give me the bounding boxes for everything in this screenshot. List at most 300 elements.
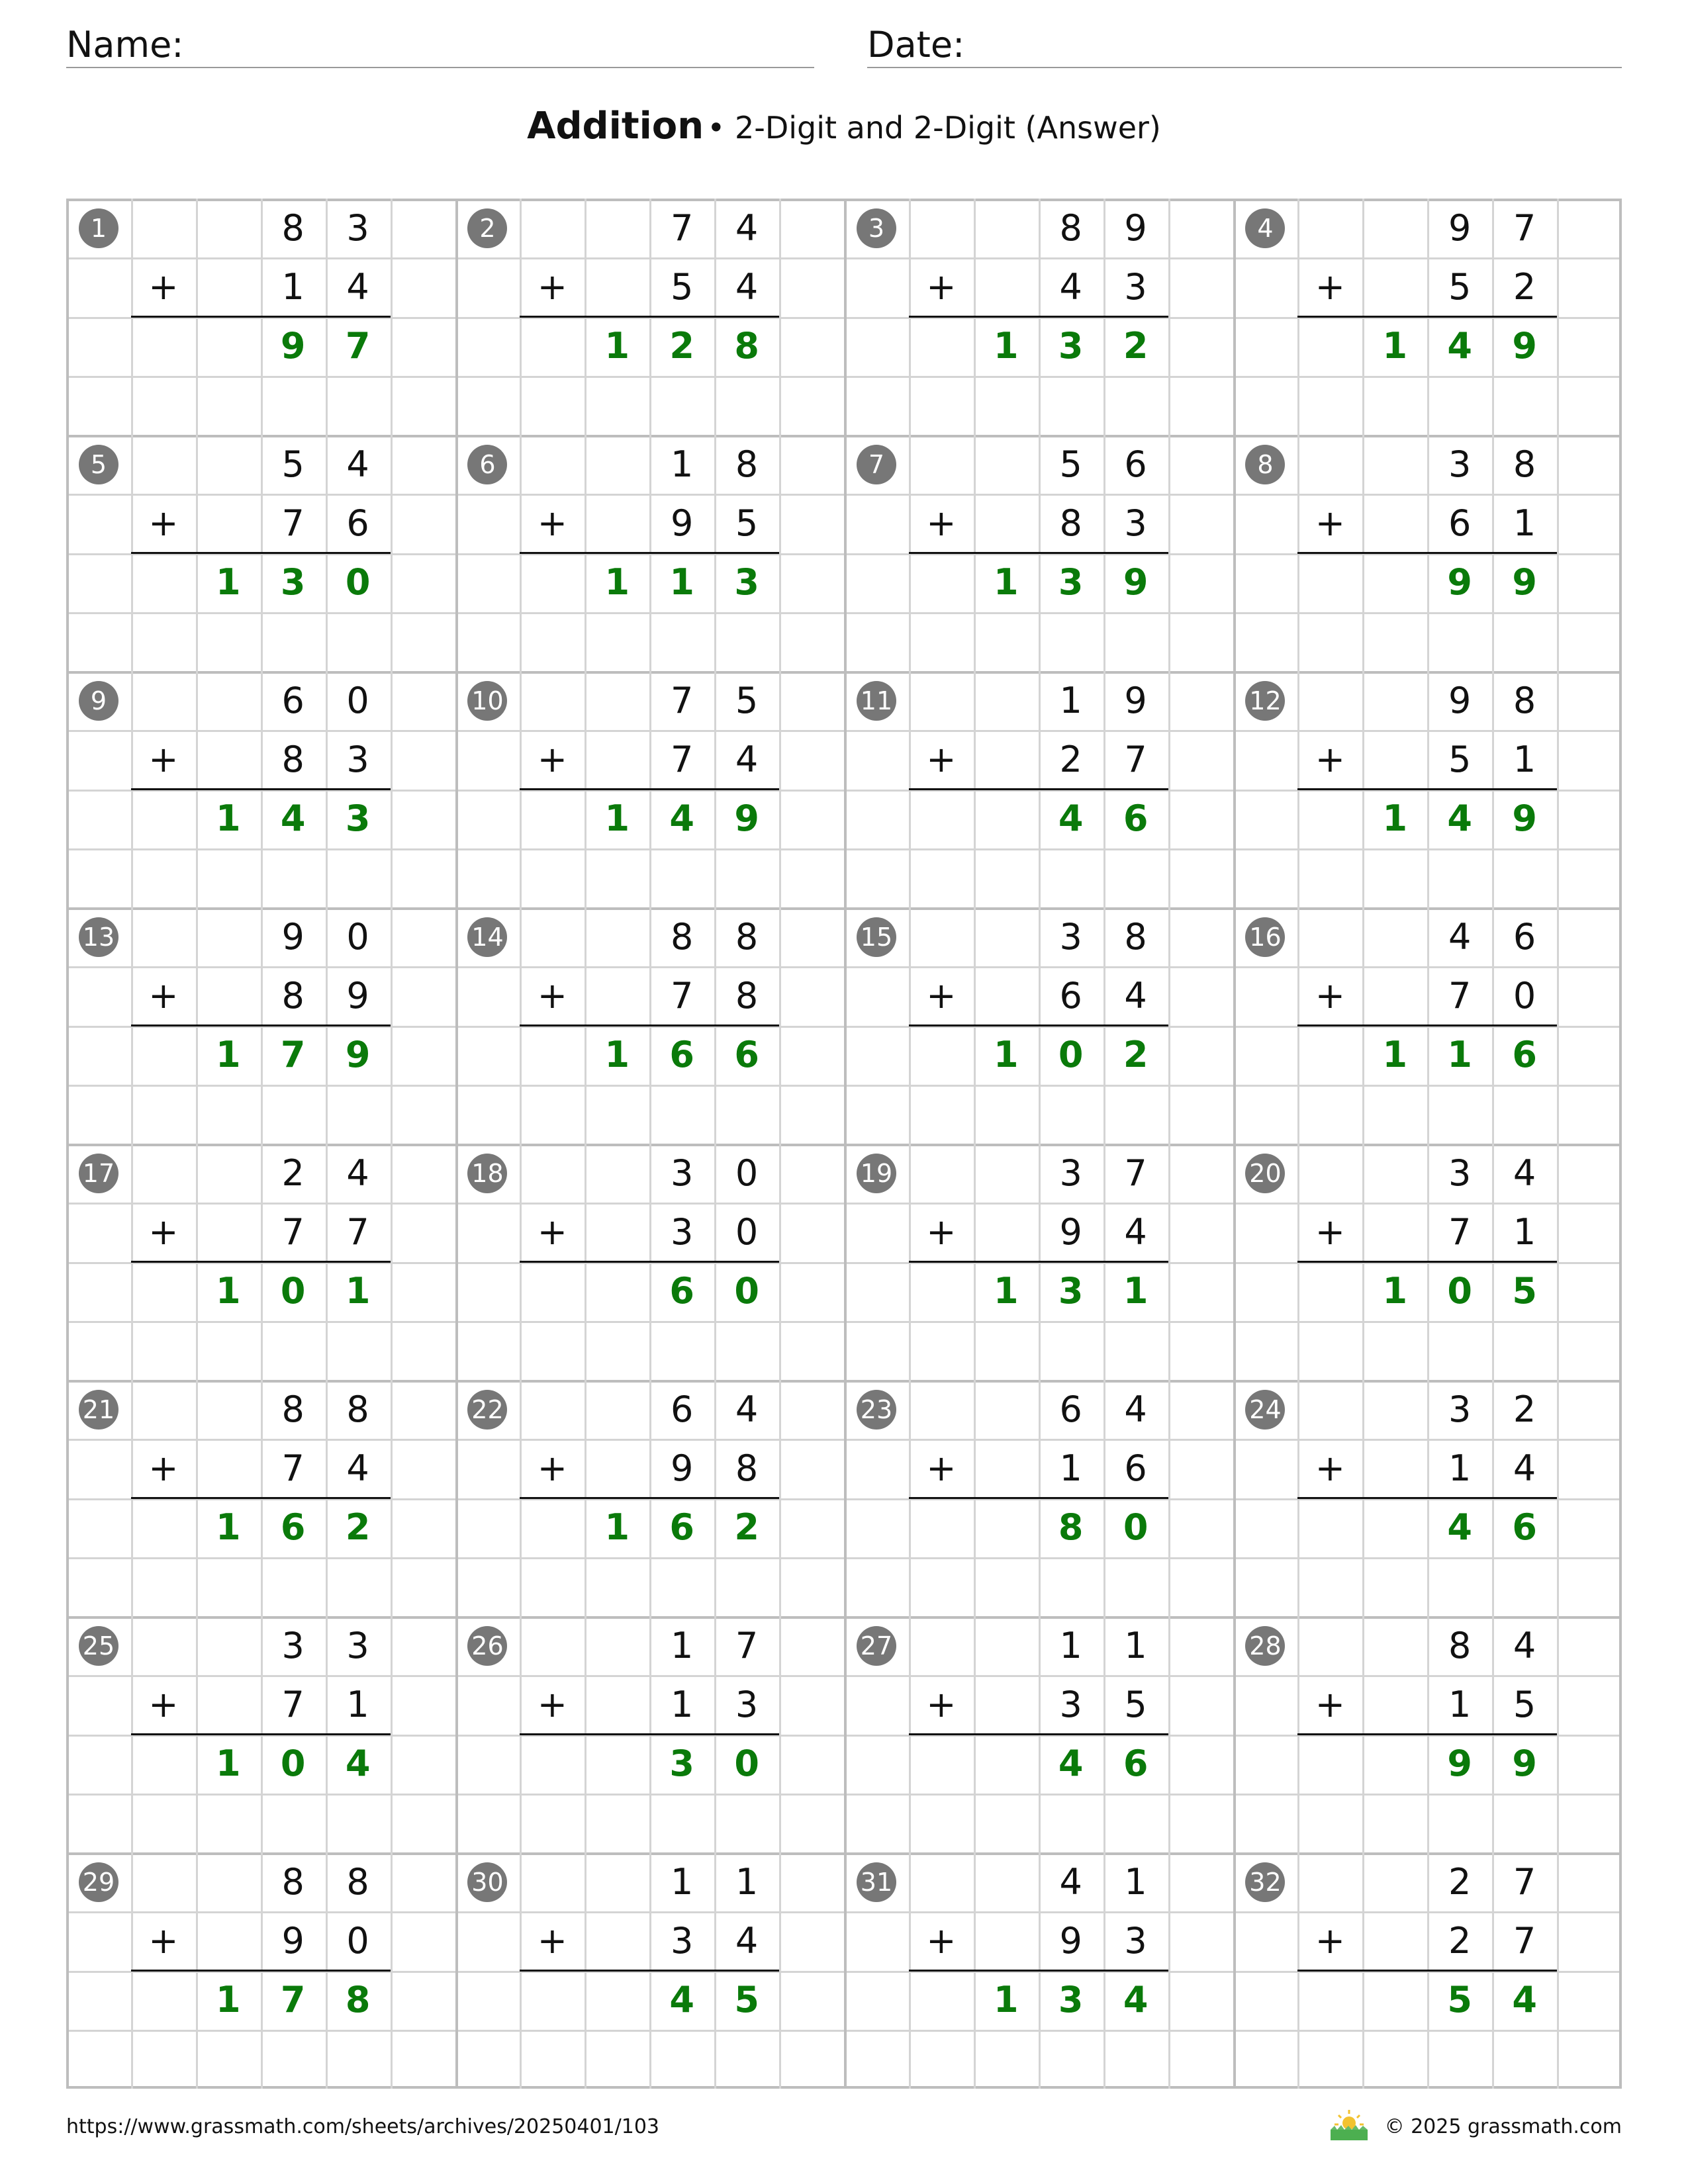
answer-digit: 9 <box>1512 561 1537 604</box>
grid-col-line <box>1619 199 1622 2089</box>
addend-top-digit: 1 <box>735 1860 759 1903</box>
grid-col-line <box>196 199 198 2089</box>
addend-bottom-digit: 9 <box>346 974 369 1017</box>
worksheet-grid <box>66 199 1622 2089</box>
answer-digit: 1 <box>1382 325 1408 367</box>
problem-number-badge: 25 <box>79 1626 118 1666</box>
addend-bottom-digit: 4 <box>1124 1210 1147 1253</box>
addend-top-digit: 1 <box>1124 1624 1147 1666</box>
problem-number-badge: 22 <box>467 1390 507 1430</box>
plus-sign: + <box>926 1447 957 1489</box>
answer-digit: 1 <box>604 1034 630 1076</box>
addend-bottom-digit: 4 <box>1059 265 1082 308</box>
problem-number-badge: 3 <box>857 208 896 248</box>
addend-bottom-digit: 9 <box>1059 1919 1082 1962</box>
answer-digit: 1 <box>215 1270 241 1312</box>
addend-bottom-digit: 4 <box>1124 974 1147 1017</box>
plus-sign: + <box>1315 1683 1345 1725</box>
plus-sign: + <box>926 265 957 308</box>
addend-bottom-digit: 4 <box>346 265 369 308</box>
addend-top-digit: 9 <box>1448 206 1472 249</box>
addend-top-digit: 0 <box>346 679 369 721</box>
addend-top-digit: 6 <box>281 679 305 721</box>
answer-digit: 4 <box>280 797 306 840</box>
addend-top-digit: 2 <box>1513 1388 1536 1430</box>
grid-col-line <box>974 199 976 2089</box>
addend-bottom-digit: 6 <box>1059 974 1082 1017</box>
answer-digit: 4 <box>669 1979 694 2021</box>
addend-bottom-digit: 3 <box>1124 265 1147 308</box>
answer-digit: 9 <box>1447 561 1472 604</box>
answer-digit: 9 <box>345 1034 371 1076</box>
addend-top-digit: 7 <box>1124 1152 1147 1194</box>
addend-top-digit: 4 <box>1513 1152 1536 1194</box>
answer-digit: 3 <box>345 797 371 840</box>
addend-bottom-digit: 4 <box>735 1919 759 1962</box>
addend-top-digit: 1 <box>1124 1860 1147 1903</box>
plus-sign: + <box>1315 1210 1345 1253</box>
addend-top-digit: 2 <box>281 1152 305 1194</box>
answer-digit: 9 <box>280 325 306 367</box>
addend-top-digit: 8 <box>1513 443 1536 485</box>
addend-bottom-digit: 7 <box>1124 738 1147 780</box>
problem-number-badge: 17 <box>79 1154 118 1193</box>
answer-digit: 0 <box>734 1270 759 1312</box>
answer-digit: 1 <box>1123 1270 1149 1312</box>
addend-top-digit: 8 <box>346 1388 369 1430</box>
problem-number-badge: 23 <box>857 1390 896 1430</box>
plus-sign: + <box>537 738 567 780</box>
problem-number-badge: 30 <box>467 1862 507 1902</box>
addend-top-digit: 7 <box>1513 206 1536 249</box>
problem-number-badge: 15 <box>857 917 896 957</box>
answer-digit: 4 <box>1447 325 1472 367</box>
answer-digit: 2 <box>1123 1034 1149 1076</box>
addend-bottom-digit: 4 <box>735 265 759 308</box>
problem-number-badge: 7 <box>857 445 896 484</box>
addend-bottom-digit: 9 <box>1059 1210 1082 1253</box>
answer-digit: 4 <box>345 1743 371 1785</box>
answer-digit: 6 <box>669 1034 694 1076</box>
answer-digit: 1 <box>215 1743 241 1785</box>
problem-number-badge: 10 <box>467 681 507 721</box>
problem-number-badge: 16 <box>1245 917 1285 957</box>
plus-sign: + <box>537 1683 567 1725</box>
addend-bottom-digit: 7 <box>281 1447 305 1489</box>
addend-bottom-digit: 7 <box>281 502 305 544</box>
addend-bottom-digit: 9 <box>671 1447 694 1489</box>
plus-sign: + <box>1315 1447 1345 1489</box>
addend-top-digit: 2 <box>1448 1860 1472 1903</box>
answer-digit: 9 <box>1447 1743 1472 1785</box>
grid-col-line <box>520 199 522 2089</box>
answer-digit: 4 <box>1123 1979 1149 2021</box>
addend-bottom-digit: 0 <box>1513 974 1536 1017</box>
plus-sign: + <box>537 1447 567 1489</box>
addend-bottom-digit: 3 <box>1124 502 1147 544</box>
plus-sign: + <box>537 974 567 1017</box>
plus-sign: + <box>1315 1919 1345 1962</box>
plus-sign: + <box>1315 265 1345 308</box>
addend-top-digit: 4 <box>735 206 759 249</box>
date-label: Date: <box>867 24 965 66</box>
addend-top-digit: 6 <box>1124 443 1147 485</box>
problem-number-badge: 19 <box>857 1154 896 1193</box>
addend-bottom-digit: 1 <box>1448 1683 1472 1725</box>
addend-top-digit: 3 <box>1059 1152 1082 1194</box>
addend-bottom-digit: 4 <box>1513 1447 1536 1489</box>
answer-digit: 6 <box>734 1034 759 1076</box>
problem-number-badge: 2 <box>467 208 507 248</box>
answer-digit: 1 <box>604 797 630 840</box>
grid-col-line <box>1557 199 1559 2089</box>
answer-digit: 3 <box>1058 325 1084 367</box>
addend-top-digit: 8 <box>1448 1624 1472 1666</box>
answer-digit: 0 <box>280 1270 306 1312</box>
addend-top-digit: 8 <box>281 1388 305 1430</box>
addend-top-digit: 8 <box>1124 915 1147 958</box>
addend-top-digit: 1 <box>671 1624 694 1666</box>
grid-col-line <box>844 199 847 2089</box>
problem-number-badge: 24 <box>1245 1390 1285 1430</box>
name-label: Name: <box>66 24 184 66</box>
answer-digit: 8 <box>734 325 759 367</box>
addend-top-digit: 8 <box>1513 679 1536 721</box>
answer-digit: 7 <box>280 1034 306 1076</box>
answer-digit: 1 <box>993 325 1019 367</box>
plus-sign: + <box>926 738 957 780</box>
answer-digit: 7 <box>280 1979 306 2021</box>
plus-sign: + <box>1315 738 1345 780</box>
addend-top-digit: 8 <box>346 1860 369 1903</box>
grid-col-line <box>909 199 911 2089</box>
grid-col-line <box>779 199 781 2089</box>
answer-digit: 1 <box>215 561 241 604</box>
grid-col-line <box>1362 199 1364 2089</box>
answer-digit: 1 <box>1382 1034 1408 1076</box>
answer-digit: 9 <box>1512 797 1537 840</box>
plus-sign: + <box>537 1919 567 1962</box>
plus-sign: + <box>926 502 957 544</box>
addend-bottom-digit: 7 <box>1448 974 1472 1017</box>
addend-top-digit: 3 <box>1448 443 1472 485</box>
grid-col-line <box>1168 199 1170 2089</box>
addend-top-digit: 7 <box>671 206 694 249</box>
addend-top-digit: 3 <box>671 1152 694 1194</box>
addend-bottom-digit: 7 <box>1513 1919 1536 1962</box>
addend-bottom-digit: 6 <box>1124 1447 1147 1489</box>
answer-digit: 5 <box>1512 1270 1537 1312</box>
plus-sign: + <box>148 1447 179 1489</box>
addend-bottom-digit: 7 <box>281 1210 305 1253</box>
addend-top-digit: 8 <box>735 915 759 958</box>
plus-sign: + <box>148 1210 179 1253</box>
answer-digit: 1 <box>993 1270 1019 1312</box>
addend-top-digit: 3 <box>1448 1388 1472 1430</box>
addend-bottom-digit: 5 <box>735 502 759 544</box>
answer-digit: 6 <box>1123 797 1149 840</box>
addend-top-digit: 8 <box>281 206 305 249</box>
addend-bottom-digit: 5 <box>1124 1683 1147 1725</box>
problem-number-badge: 8 <box>1245 445 1285 484</box>
answer-digit: 6 <box>669 1270 694 1312</box>
addend-top-digit: 1 <box>1059 679 1082 721</box>
answer-digit: 0 <box>1447 1270 1472 1312</box>
addend-bottom-digit: 0 <box>346 1919 369 1962</box>
addend-top-digit: 6 <box>1059 1388 1082 1430</box>
addend-top-digit: 8 <box>735 443 759 485</box>
addend-bottom-digit: 2 <box>1059 738 1082 780</box>
addend-bottom-digit: 1 <box>1513 502 1536 544</box>
problem-number-badge: 26 <box>467 1626 507 1666</box>
grid-col-line <box>455 199 458 2089</box>
addend-top-digit: 5 <box>735 679 759 721</box>
answer-digit: 0 <box>1058 1034 1084 1076</box>
grid-col-line <box>1297 199 1299 2089</box>
answer-digit: 1 <box>215 1979 241 2021</box>
addend-bottom-digit: 8 <box>281 974 305 1017</box>
addend-top-digit: 3 <box>1448 1152 1472 1194</box>
answer-digit: 1 <box>1382 797 1408 840</box>
plus-sign: + <box>926 1210 957 1253</box>
grid-col-line <box>1233 199 1236 2089</box>
problem-number-badge: 5 <box>79 445 118 484</box>
plus-sign: + <box>926 1919 957 1962</box>
addend-top-digit: 1 <box>671 1860 694 1903</box>
addend-top-digit: 9 <box>281 915 305 958</box>
plus-sign: + <box>926 1683 957 1725</box>
plus-sign: + <box>926 974 957 1017</box>
date-line[interactable] <box>867 67 1622 68</box>
answer-digit: 4 <box>1447 1506 1472 1549</box>
answer-digit: 4 <box>1058 797 1084 840</box>
grid-col-line <box>131 199 133 2089</box>
answer-digit: 2 <box>734 1506 759 1549</box>
addend-bottom-digit: 9 <box>671 502 694 544</box>
title-main: Addition <box>527 105 704 148</box>
answer-digit: 0 <box>345 561 371 604</box>
answer-digit: 1 <box>993 1979 1019 2021</box>
addend-bottom-digit: 6 <box>346 502 369 544</box>
answer-digit: 1 <box>669 561 694 604</box>
addend-top-digit: 9 <box>1124 206 1147 249</box>
addend-bottom-digit: 7 <box>346 1210 369 1253</box>
answer-digit: 5 <box>1447 1979 1472 2021</box>
answer-digit: 9 <box>1123 561 1149 604</box>
plus-sign: + <box>537 265 567 308</box>
answer-digit: 1 <box>1382 1270 1408 1312</box>
name-line[interactable] <box>66 67 814 68</box>
answer-digit: 3 <box>669 1743 694 1785</box>
answer-digit: 1 <box>604 1506 630 1549</box>
addend-top-digit: 9 <box>1124 679 1147 721</box>
problem-number-badge: 11 <box>857 681 896 721</box>
problem-number-badge: 1 <box>79 208 118 248</box>
answer-digit: 4 <box>669 797 694 840</box>
answer-digit: 6 <box>280 1506 306 1549</box>
addend-top-digit: 7 <box>735 1624 759 1666</box>
answer-digit: 1 <box>993 1034 1019 1076</box>
answer-digit: 4 <box>1058 1743 1084 1785</box>
addend-top-digit: 4 <box>346 1152 369 1194</box>
answer-digit: 3 <box>734 561 759 604</box>
addend-bottom-digit: 3 <box>1124 1919 1147 1962</box>
problem-number-badge: 31 <box>857 1862 896 1902</box>
addend-bottom-digit: 7 <box>671 974 694 1017</box>
plus-sign: + <box>148 265 179 308</box>
answer-digit: 8 <box>1058 1506 1084 1549</box>
problem-number-badge: 12 <box>1245 681 1285 721</box>
answer-digit: 3 <box>1058 561 1084 604</box>
addend-bottom-digit: 4 <box>346 1447 369 1489</box>
footer-url: https://www.grassmath.com/sheets/archives/20250401/103 <box>66 2115 660 2138</box>
addend-top-digit: 4 <box>735 1388 759 1430</box>
addend-top-digit: 6 <box>671 1388 694 1430</box>
answer-digit: 6 <box>1512 1034 1537 1076</box>
addend-bottom-digit: 5 <box>1448 738 1472 780</box>
addend-bottom-digit: 1 <box>346 1683 369 1725</box>
addend-top-digit: 5 <box>281 443 305 485</box>
addend-bottom-digit: 7 <box>671 738 694 780</box>
answer-digit: 6 <box>1123 1743 1149 1785</box>
addend-top-digit: 3 <box>281 1624 305 1666</box>
answer-digit: 7 <box>345 325 371 367</box>
plus-sign: + <box>537 502 567 544</box>
answer-digit: 1 <box>215 797 241 840</box>
addend-top-digit: 0 <box>735 1152 759 1194</box>
answer-digit: 4 <box>1447 797 1472 840</box>
grid-col-line <box>585 199 586 2089</box>
addend-bottom-digit: 9 <box>281 1919 305 1962</box>
addend-bottom-digit: 7 <box>1448 1210 1472 1253</box>
answer-digit: 9 <box>1512 1743 1537 1785</box>
problem-number-badge: 18 <box>467 1154 507 1193</box>
answer-digit: 2 <box>345 1506 371 1549</box>
answer-digit: 1 <box>215 1034 241 1076</box>
plus-sign: + <box>1315 502 1345 544</box>
answer-digit: 3 <box>1058 1979 1084 2021</box>
problem-number-badge: 29 <box>79 1862 118 1902</box>
title-subtitle: • 2-Digit and 2-Digit (Answer) <box>707 110 1161 146</box>
addend-top-digit: 4 <box>346 443 369 485</box>
addend-bottom-digit: 1 <box>1513 738 1536 780</box>
problem-number-badge: 32 <box>1245 1862 1285 1902</box>
answer-digit: 1 <box>215 1506 241 1549</box>
addend-bottom-digit: 8 <box>735 974 759 1017</box>
answer-digit: 0 <box>734 1743 759 1785</box>
addend-top-digit: 3 <box>346 1624 369 1666</box>
addend-bottom-digit: 5 <box>1448 265 1472 308</box>
answer-digit: 1 <box>604 325 630 367</box>
problem-number-badge: 28 <box>1245 1626 1285 1666</box>
addend-bottom-digit: 2 <box>1448 1919 1472 1962</box>
addend-bottom-digit: 1 <box>281 265 305 308</box>
problem-number-badge: 27 <box>857 1626 896 1666</box>
plus-sign: + <box>537 1210 567 1253</box>
addend-bottom-digit: 3 <box>671 1210 694 1253</box>
page-title <box>0 105 1688 148</box>
addend-bottom-digit: 8 <box>1059 502 1082 544</box>
plus-sign: + <box>1315 974 1345 1017</box>
answer-digit: 2 <box>1123 325 1149 367</box>
problem-number-badge: 9 <box>79 681 118 721</box>
answer-digit: 0 <box>1123 1506 1149 1549</box>
addend-bottom-digit: 3 <box>735 1683 759 1725</box>
footer-copyright: © 2025 grassmath.com <box>1384 2115 1622 2138</box>
addend-top-digit: 8 <box>281 1860 305 1903</box>
addend-bottom-digit: 3 <box>1059 1683 1082 1725</box>
addend-bottom-digit: 6 <box>1448 502 1472 544</box>
answer-digit: 3 <box>280 561 306 604</box>
addend-bottom-digit: 7 <box>281 1683 305 1725</box>
plus-sign: + <box>148 974 179 1017</box>
grid-col-line <box>66 199 69 2089</box>
grid-col-line <box>391 199 393 2089</box>
addend-bottom-digit: 5 <box>1513 1683 1536 1725</box>
addend-top-digit: 7 <box>671 679 694 721</box>
plus-sign: + <box>148 1683 179 1725</box>
answer-digit: 9 <box>1512 325 1537 367</box>
addend-top-digit: 8 <box>671 915 694 958</box>
addend-bottom-digit: 1 <box>1513 1210 1536 1253</box>
answer-digit: 2 <box>669 325 694 367</box>
addend-top-digit: 4 <box>1059 1860 1082 1903</box>
problem-number-badge: 21 <box>79 1390 118 1430</box>
answer-digit: 8 <box>345 1979 371 2021</box>
addend-top-digit: 8 <box>1059 206 1082 249</box>
addend-top-digit: 4 <box>1513 1624 1536 1666</box>
addend-top-digit: 4 <box>1124 1388 1147 1430</box>
addend-bottom-digit: 4 <box>735 738 759 780</box>
addend-top-digit: 9 <box>1448 679 1472 721</box>
addend-top-digit: 6 <box>1513 915 1536 958</box>
addend-bottom-digit: 2 <box>1513 265 1536 308</box>
problem-number-badge: 6 <box>467 445 507 484</box>
plus-sign: + <box>148 738 179 780</box>
addend-top-digit: 3 <box>1059 915 1082 958</box>
problem-number-badge: 14 <box>467 917 507 957</box>
addend-top-digit: 1 <box>1059 1624 1082 1666</box>
answer-digit: 1 <box>345 1270 371 1312</box>
addend-bottom-digit: 1 <box>1059 1447 1082 1489</box>
answer-digit: 3 <box>1058 1270 1084 1312</box>
problem-number-badge: 4 <box>1245 208 1285 248</box>
addend-top-digit: 3 <box>346 206 369 249</box>
addend-bottom-digit: 0 <box>735 1210 759 1253</box>
addend-bottom-digit: 3 <box>671 1919 694 1962</box>
answer-digit: 1 <box>604 561 630 604</box>
plus-sign: + <box>148 1919 179 1962</box>
answer-digit: 4 <box>1512 1979 1537 2021</box>
addend-bottom-digit: 3 <box>346 738 369 780</box>
answer-digit: 6 <box>1512 1506 1537 1549</box>
addend-bottom-digit: 5 <box>671 265 694 308</box>
addend-top-digit: 5 <box>1059 443 1082 485</box>
answer-digit: 6 <box>669 1506 694 1549</box>
addend-bottom-digit: 8 <box>281 738 305 780</box>
addend-bottom-digit: 1 <box>1448 1447 1472 1489</box>
grass-sun-logo-icon <box>1328 2107 1370 2142</box>
plus-sign: + <box>148 502 179 544</box>
addend-top-digit: 4 <box>1448 915 1472 958</box>
problem-number-badge: 20 <box>1245 1154 1285 1193</box>
answer-digit: 9 <box>734 797 759 840</box>
answer-digit: 0 <box>280 1743 306 1785</box>
addend-top-digit: 7 <box>1513 1860 1536 1903</box>
addend-bottom-digit: 8 <box>735 1447 759 1489</box>
answer-digit: 1 <box>1447 1034 1472 1076</box>
answer-digit: 1 <box>993 561 1019 604</box>
